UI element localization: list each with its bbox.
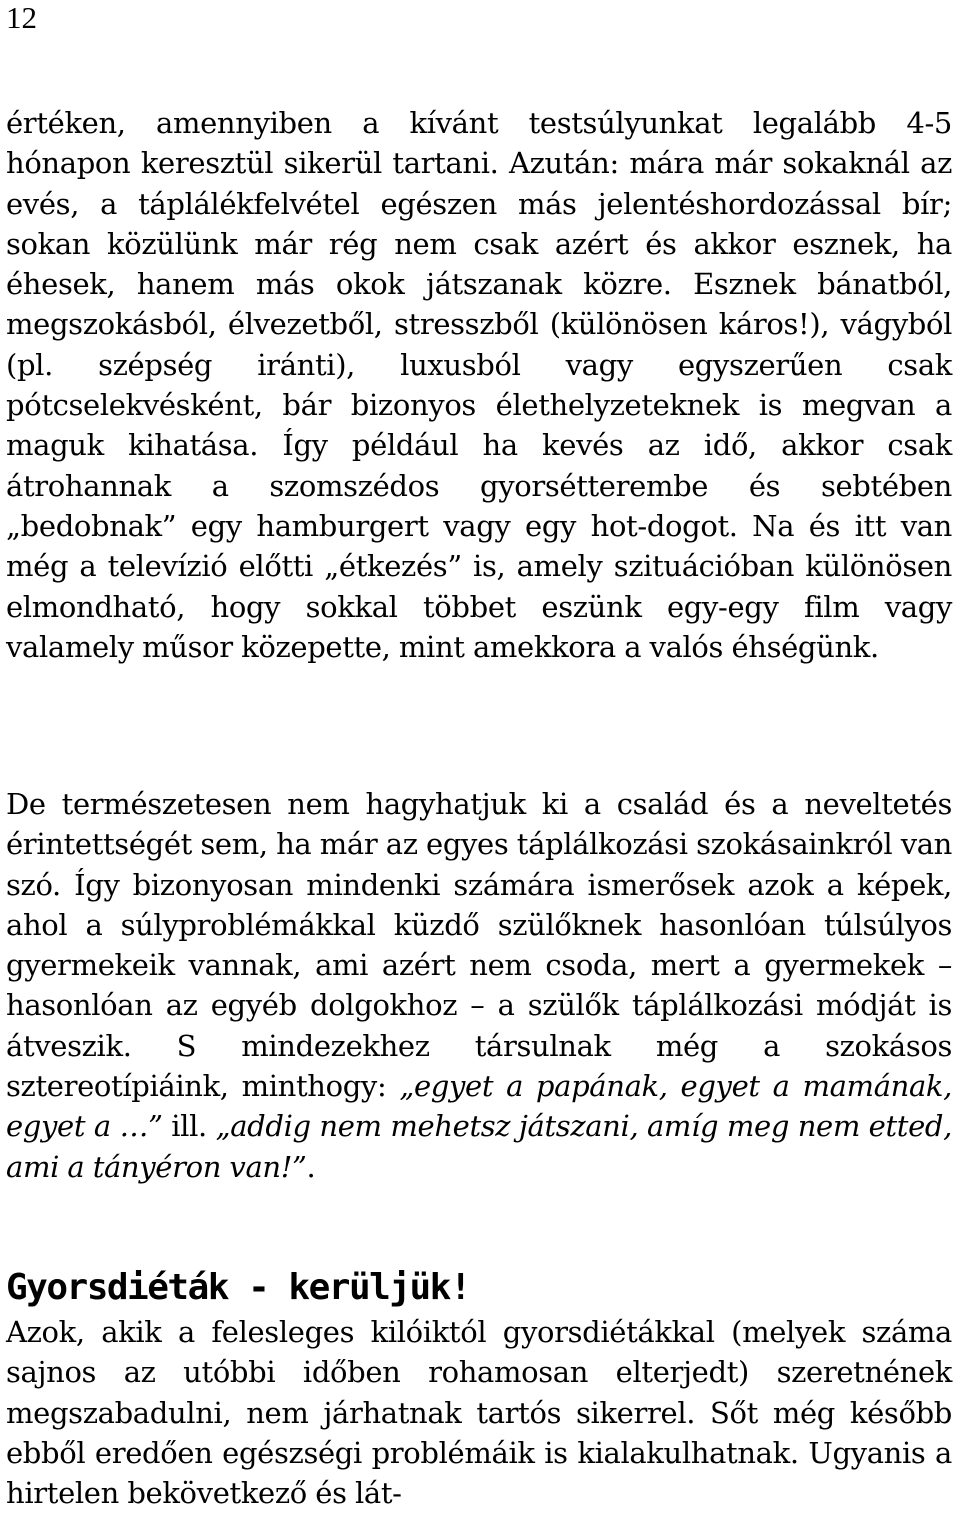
body-paragraph-2 [6, 784, 952, 1187]
body-paragraph-3: Azok, akik a felesleges kilóiktól gyorsdiétákkal (melyek száma sajnos az utóbbi időben rohamosan elterjedt) szeretnének megszabadulni, nem járhatnak tartós sikerrel. Sőt még később ebből eredően egészségi problémáik is kialakulhatnak. Ugyanis a hirtelen bekövetkező és lát- [6, 1315, 952, 1511]
quote-papanak: „egyet a papának, egyet a mamának, egyet a …” [6, 1069, 952, 1144]
page-number: 12 [6, 0, 37, 35]
paragraph-2-text: De természetesen nem hagyhatjuk ki a család és a neveltetés érintettségét sem, ha már az egyes táplálkozási szokásainkról van szó. Így bizonyosan mindenki számára ismerősek azok a képek, ahol a súlyproblémákkal küzdő szülőknek hasonlóan túlsúlyos gyermekeik vannak, ami azért nem csoda, mert a gyermekek – hasonlóan az egyéb dolgokhoz – a szülők táplálkozási módját is átveszik. S mindezekhez társulnak még a szokásos sztereotípiáink, minthogy: [6, 787, 952, 1104]
paragraph-2-end: . [306, 1149, 316, 1184]
quote-tanyeron: „addig nem mehetsz játszani, amíg meg nem etted, ami a tányéron van!” [6, 1109, 952, 1184]
section-heading: Gyorsdiéták - kerüljük! [6, 1267, 470, 1308]
body-paragraph-1: értéken, amennyiben a kívánt testsúlyunkat legalább 4-5 hónapon keresztül sikerül tartani. Azután: mára már sokaknál az evés, a táplálékfelvétel egészen más jelentéshordozással bír; sokan közülünk már rég nem csak azért és akkor esznek, ha éhesek, hanem más okok játszanak közre. Esznek bánatból, megszokásból, élvezetből, stresszből (különösen káros!), vágyból (pl. szépség iránti), luxusból vagy egyszerűen csak pótcselekvésként, bár bizonyos élethelyzeteknek is megvan a maguk kihatása. Így például ha kevés az idő, akkor csak átrohannak a szomszédos gyorsétterembe és sebtében „bedobnak” egy hamburgert vagy egy hot-dogot. Na és itt van még a televízió előtti „étkezés” is, amely szituációban különösen elmondható, hogy sokkal többet eszünk egy-egy film vagy valamely műsor közepette, mint amekkora a valós éhségünk. [6, 106, 952, 664]
paragraph-2-connector: ill. [162, 1109, 216, 1144]
